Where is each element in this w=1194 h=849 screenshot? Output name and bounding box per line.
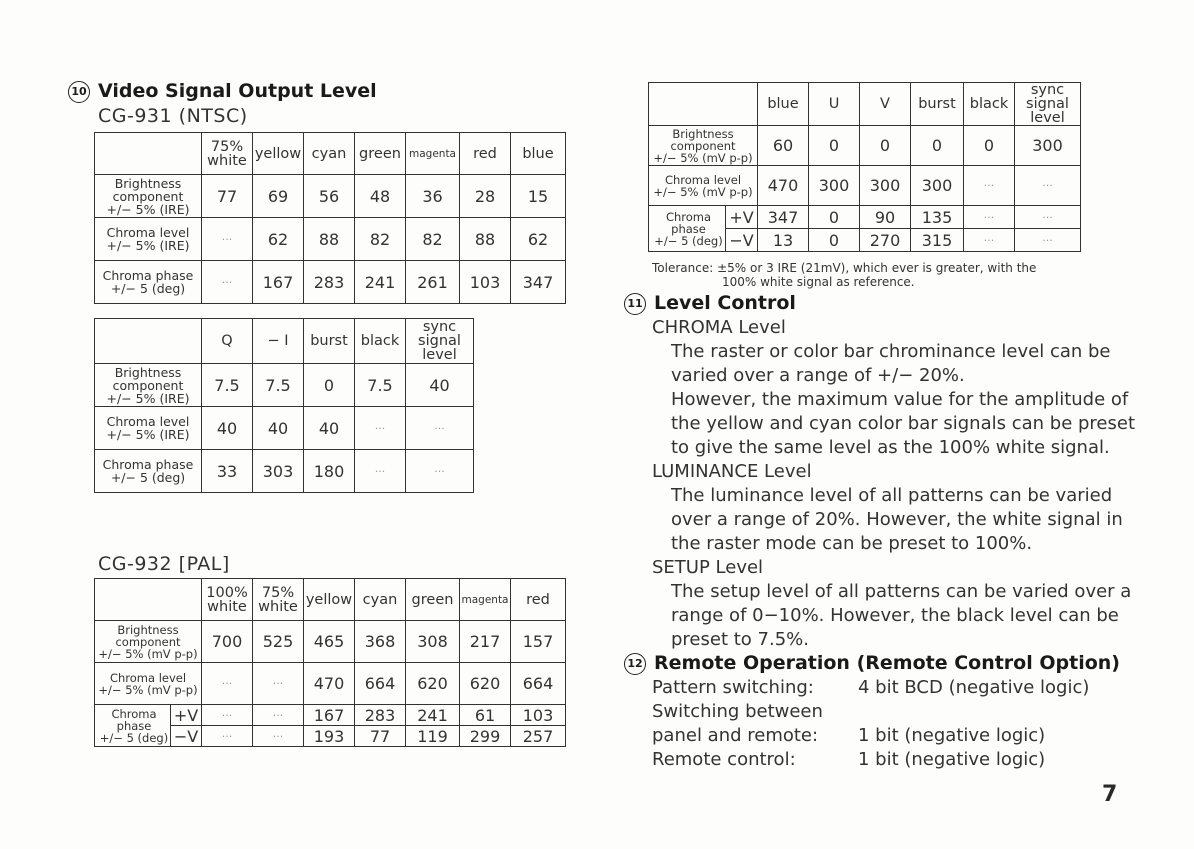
table-cell: 7.5: [355, 364, 406, 407]
table-corner-cell: [649, 83, 758, 126]
row-label: Brightness component +/− 5% (mV p-p): [649, 126, 758, 166]
page-number: 7: [1102, 782, 1118, 807]
table-cell: ···: [355, 407, 406, 450]
table-cell: 33: [202, 450, 253, 493]
table-cell: 308: [406, 621, 460, 663]
table-row: [95, 364, 474, 407]
section-11-heading: [624, 292, 796, 315]
table-cell: 103: [460, 261, 511, 304]
column-header: green: [406, 579, 460, 621]
remote-spec-label: Pattern switching:: [652, 677, 814, 698]
table-cell: 470: [758, 166, 809, 206]
table-cell: ···: [202, 726, 253, 747]
section-10-title: Video Signal Output Level: [98, 80, 377, 102]
column-header: 100% white: [202, 579, 253, 621]
table-cell: 28: [460, 175, 511, 218]
chroma-text-line: varied over a range of +/− 20%.: [671, 365, 965, 386]
table-cell: 167: [253, 261, 304, 304]
table-cell: 300: [809, 166, 860, 206]
section-10-heading: [68, 80, 377, 103]
table-cell: 620: [406, 663, 460, 705]
table-row: [95, 450, 474, 493]
ntsc-signal-table: [94, 318, 474, 493]
table-cell: 0: [304, 364, 355, 407]
chroma-text-line: The raster or color bar chrominance level can be: [671, 341, 1111, 362]
column-header: blue: [758, 83, 809, 126]
section-number-badge: 12: [624, 653, 646, 675]
table-cell: 300: [860, 166, 911, 206]
column-header: V: [860, 83, 911, 126]
table-cell: 347: [758, 206, 809, 229]
phase-label: Chroma phase +/− 5 (deg): [649, 206, 726, 252]
pal-signal-table: [648, 82, 1081, 252]
remote-spec-value: 1 bit (negative logic): [858, 749, 1046, 770]
table-cell: 0: [809, 229, 860, 252]
section-11-title: Level Control: [654, 292, 796, 314]
table-cell: 180: [304, 450, 355, 493]
table-header-row: [95, 133, 566, 175]
table-cell: ···: [406, 407, 474, 450]
table-cell: ···: [964, 166, 1015, 206]
table-cell: 62: [511, 218, 566, 261]
table-cell: ···: [964, 229, 1015, 252]
table-cell: ···: [202, 261, 253, 304]
column-header: − I: [253, 319, 304, 364]
table-cell: 40: [253, 407, 304, 450]
table-cell: 283: [304, 261, 355, 304]
row-label: Chroma level +/− 5% (IRE): [95, 407, 202, 450]
table-row: [95, 175, 566, 218]
table-cell: ···: [1015, 166, 1081, 206]
table-cell: 470: [304, 663, 355, 705]
column-header: sync signal level: [1015, 83, 1081, 126]
remote-spec-value: 1 bit (negative logic): [858, 725, 1046, 746]
table-cell: 56: [304, 175, 355, 218]
remote-spec-row: [652, 700, 1112, 724]
tolerance-note: [652, 261, 1036, 289]
phase-row: [649, 206, 1081, 229]
table-cell: 299: [460, 726, 511, 747]
chroma-text-line: to give the same level as the 100% white signal.: [671, 437, 1110, 458]
table-cell: 241: [355, 261, 406, 304]
table-cell: 300: [1015, 126, 1081, 166]
column-header: yellow: [304, 579, 355, 621]
column-header: red: [511, 579, 566, 621]
column-header: sync signal level: [406, 319, 474, 364]
section-12-heading: [624, 652, 1120, 675]
table-cell: 40: [202, 407, 253, 450]
table-header-row: [95, 579, 566, 621]
cg931-subtitle: CG-931 (NTSC): [98, 105, 248, 127]
table-cell: 0: [809, 206, 860, 229]
table-cell: 300: [911, 166, 964, 206]
column-header: burst: [304, 319, 355, 364]
table-cell: ···: [964, 206, 1015, 229]
table-cell: ···: [253, 705, 304, 726]
table-cell: 193: [304, 726, 355, 747]
luminance-level-text: [671, 484, 1123, 556]
remote-spec-label: Switching between: [652, 701, 823, 722]
section-number-badge: 10: [68, 81, 90, 103]
section-number-badge: 11: [624, 293, 646, 315]
table-cell: 465: [304, 621, 355, 663]
table-row: [95, 218, 566, 261]
table-cell: 270: [860, 229, 911, 252]
table-header-row: [649, 83, 1081, 126]
column-header: 75% white: [253, 579, 304, 621]
cg932-subtitle: CG-932 [PAL]: [98, 553, 230, 575]
table-cell: 664: [511, 663, 566, 705]
table-cell: 48: [355, 175, 406, 218]
luminance-text-line: The luminance level of all patterns can be varied: [671, 485, 1113, 506]
column-header: blue: [511, 133, 566, 175]
column-header: burst: [911, 83, 964, 126]
column-header: 75% white: [202, 133, 253, 175]
table-corner-cell: [95, 319, 202, 364]
table-cell: 0: [964, 126, 1015, 166]
table-corner-cell: [95, 133, 202, 175]
section-12-title: Remote Operation (Remote Control Option): [654, 652, 1120, 674]
table-cell: 303: [253, 450, 304, 493]
table-cell: 77: [202, 175, 253, 218]
row-label: Chroma level +/− 5% (mV p-p): [649, 166, 758, 206]
table-cell: 88: [460, 218, 511, 261]
remote-spec-row: [652, 724, 1112, 748]
table-cell: 62: [253, 218, 304, 261]
remote-spec-row: [652, 748, 1112, 772]
table-cell: 257: [511, 726, 566, 747]
tolerance-line-2: 100% white signal as reference.: [722, 275, 915, 289]
table-row: [649, 126, 1081, 166]
table-cell: 700: [202, 621, 253, 663]
table-cell: ···: [202, 705, 253, 726]
luminance-text-line: over a range of 20%. However, the white signal in: [671, 509, 1123, 530]
setup-text-line: range of 0−10%. However, the black level can be: [671, 605, 1119, 626]
table-cell: 368: [355, 621, 406, 663]
table-row: [95, 663, 566, 705]
table-cell: 217: [460, 621, 511, 663]
phase-label: Chroma phase +/− 5 (deg): [95, 705, 171, 747]
table-cell: 347: [511, 261, 566, 304]
table-cell: 40: [304, 407, 355, 450]
table-cell: 7.5: [202, 364, 253, 407]
table-cell: 135: [911, 206, 964, 229]
setup-level-heading: SETUP Level: [652, 557, 764, 578]
table-corner-cell: [95, 579, 202, 621]
column-header: black: [964, 83, 1015, 126]
phase-row: [95, 705, 566, 726]
table-cell: ···: [202, 663, 253, 705]
table-cell: 82: [355, 218, 406, 261]
luminance-text-line: the raster mode can be preset to 100%.: [671, 533, 1033, 554]
table-cell: 0: [809, 126, 860, 166]
remote-spec-value: 4 bit BCD (negative logic): [858, 677, 1090, 698]
row-label: Brightness component +/− 5% (IRE): [95, 364, 202, 407]
table-cell: 620: [460, 663, 511, 705]
table-cell: ···: [1015, 206, 1081, 229]
table-cell: 60: [758, 126, 809, 166]
luminance-level-heading: LUMINANCE Level: [652, 461, 812, 482]
table-row: [649, 166, 1081, 206]
table-cell: 36: [406, 175, 460, 218]
ntsc-color-bar-table: [94, 132, 566, 304]
column-header: magenta: [406, 133, 460, 175]
table-cell: 664: [355, 663, 406, 705]
table-cell: 283: [355, 705, 406, 726]
table-cell: ···: [406, 450, 474, 493]
pal-color-bar-table: [94, 578, 566, 747]
table-cell: ···: [202, 218, 253, 261]
setup-text-line: The setup level of all patterns can be varied over a: [671, 581, 1132, 602]
table-cell: 167: [304, 705, 355, 726]
table-cell: 261: [406, 261, 460, 304]
remote-spec-label: panel and remote:: [652, 725, 819, 746]
table-cell: ···: [1015, 229, 1081, 252]
table-cell: 69: [253, 175, 304, 218]
row-label: Chroma level +/− 5% (IRE): [95, 218, 202, 261]
table-cell: 77: [355, 726, 406, 747]
column-header: black: [355, 319, 406, 364]
chroma-level-text: [671, 340, 1135, 460]
table-cell: 0: [860, 126, 911, 166]
remote-spec-row: [652, 676, 1112, 700]
table-cell: ···: [355, 450, 406, 493]
table-cell: 90: [860, 206, 911, 229]
column-header: green: [355, 133, 406, 175]
remote-spec-label: Remote control:: [652, 749, 796, 770]
table-cell: ···: [253, 726, 304, 747]
table-cell: 157: [511, 621, 566, 663]
row-label: Chroma phase +/− 5 (deg): [95, 450, 202, 493]
table-cell: 88: [304, 218, 355, 261]
table-cell: 103: [511, 705, 566, 726]
remote-operation-specs: [652, 676, 1112, 772]
row-label: Brightness component +/− 5% (IRE): [95, 175, 202, 218]
setup-text-line: preset to 7.5%.: [671, 629, 809, 650]
table-cell: 40: [406, 364, 474, 407]
phase-sign: +V: [726, 206, 758, 229]
column-header: red: [460, 133, 511, 175]
chroma-text-line: However, the maximum value for the amplitude of: [671, 389, 1129, 410]
chroma-level-heading: CHROMA Level: [652, 317, 786, 338]
column-header: Q: [202, 319, 253, 364]
table-cell: 15: [511, 175, 566, 218]
table-row: [95, 621, 566, 663]
table-cell: 119: [406, 726, 460, 747]
column-header: magenta: [460, 579, 511, 621]
table-cell: 0: [911, 126, 964, 166]
setup-level-text: [671, 580, 1131, 652]
table-cell: 7.5: [253, 364, 304, 407]
column-header: yellow: [253, 133, 304, 175]
column-header: U: [809, 83, 860, 126]
table-cell: 315: [911, 229, 964, 252]
table-header-row: [95, 319, 474, 364]
table-cell: 525: [253, 621, 304, 663]
table-cell: 82: [406, 218, 460, 261]
phase-sign: +V: [171, 705, 202, 726]
table-cell: 61: [460, 705, 511, 726]
table-row: [95, 261, 566, 304]
row-label: Brightness component +/− 5% (mV p-p): [95, 621, 202, 663]
phase-sign: −V: [726, 229, 758, 252]
row-label: Chroma phase +/− 5 (deg): [95, 261, 202, 304]
chroma-text-line: the yellow and cyan color bar signals can be preset: [671, 413, 1136, 434]
row-label: Chroma level +/− 5% (mV p-p): [95, 663, 202, 705]
phase-sign: −V: [171, 726, 202, 747]
tolerance-line-1: Tolerance: ±5% or 3 IRE (21mV), which ever is greater, with the: [652, 261, 1037, 275]
column-header: cyan: [304, 133, 355, 175]
table-cell: ···: [253, 663, 304, 705]
table-cell: 241: [406, 705, 460, 726]
table-row: [95, 407, 474, 450]
column-header: cyan: [355, 579, 406, 621]
table-cell: 13: [758, 229, 809, 252]
